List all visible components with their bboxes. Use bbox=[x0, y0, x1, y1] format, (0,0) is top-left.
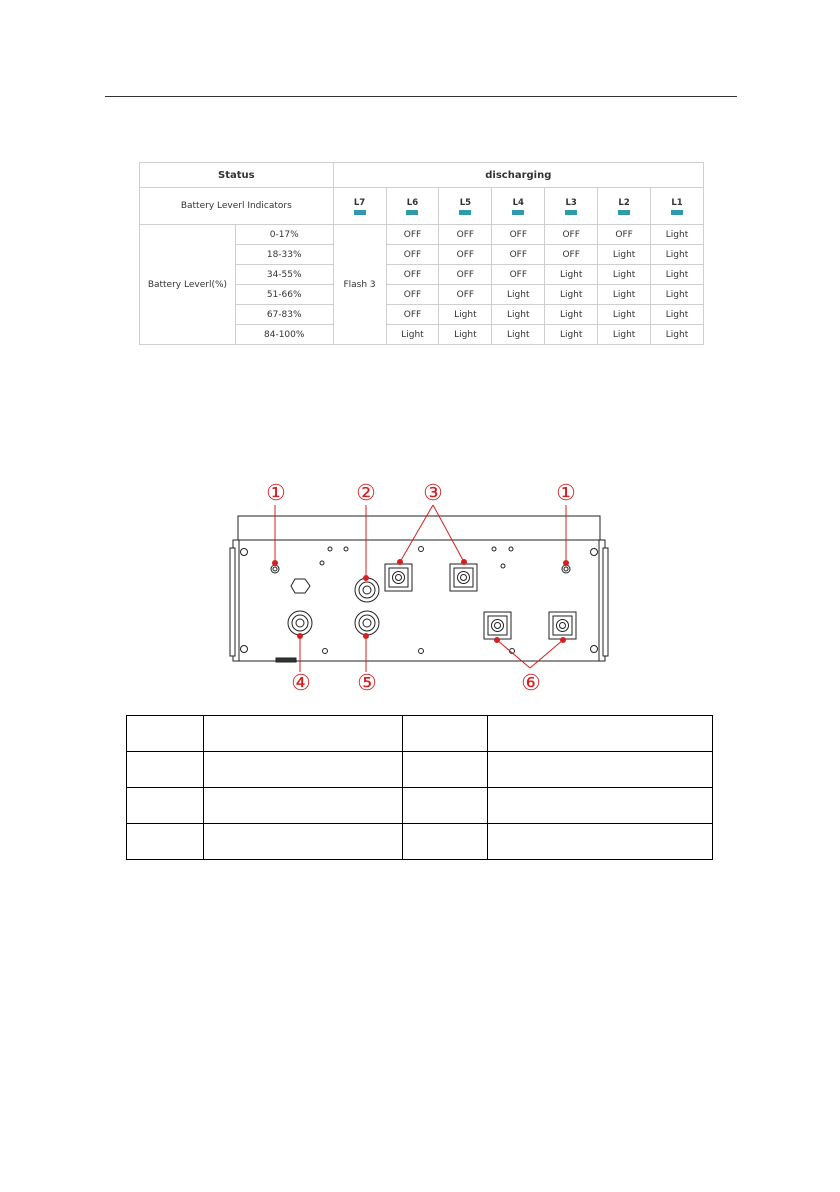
led-state-cell: OFF bbox=[598, 225, 651, 245]
led-state-cell: OFF bbox=[492, 225, 545, 245]
led-state-cell: OFF bbox=[386, 305, 439, 325]
led-state-cell: Light bbox=[651, 225, 704, 245]
led-state-cell: Light bbox=[545, 305, 598, 325]
led-state-cell: Light bbox=[492, 285, 545, 305]
led-state-cell: Light bbox=[598, 305, 651, 325]
led-state-cell: Light bbox=[598, 285, 651, 305]
led-state-cell: OFF bbox=[545, 245, 598, 265]
led-state-cell: OFF bbox=[386, 285, 439, 305]
table-cell bbox=[127, 752, 204, 788]
led-state-cell: OFF bbox=[386, 225, 439, 245]
led-state-cell: Light bbox=[545, 285, 598, 305]
led-state-cell: OFF bbox=[439, 265, 492, 285]
level-range: 0-17% bbox=[235, 225, 333, 245]
table-cell bbox=[402, 752, 488, 788]
led-state-cell: Light bbox=[386, 325, 439, 345]
table-cell bbox=[127, 824, 204, 860]
led-label: L7 bbox=[353, 197, 366, 208]
led-label: L5 bbox=[459, 197, 472, 208]
led-state-cell: OFF bbox=[386, 245, 439, 265]
led-state-cell: OFF bbox=[545, 225, 598, 245]
table-row bbox=[127, 752, 713, 788]
led-label: L4 bbox=[512, 197, 524, 208]
table-cell bbox=[203, 824, 402, 860]
callout-2: ② bbox=[356, 481, 376, 506]
led-state-cell: Light bbox=[598, 245, 651, 265]
level-range: 51-66% bbox=[235, 285, 333, 305]
level-range: 67-83% bbox=[235, 305, 333, 325]
led-state-cell: Light bbox=[598, 265, 651, 285]
level-range: 18-33% bbox=[235, 245, 333, 265]
led-state-cell: Light bbox=[651, 305, 704, 325]
status-header: Status bbox=[140, 163, 334, 188]
callout-4: ④ bbox=[291, 671, 311, 696]
table-cell bbox=[203, 716, 402, 752]
led-state-cell: Light bbox=[651, 245, 704, 265]
table-cell bbox=[203, 788, 402, 824]
level-range: 84-100% bbox=[235, 325, 333, 345]
table-cell bbox=[488, 752, 713, 788]
led-state-cell: OFF bbox=[492, 265, 545, 285]
led-state-cell: Light bbox=[545, 325, 598, 345]
led-state-cell: Light bbox=[492, 325, 545, 345]
led-state-cell: OFF bbox=[439, 245, 492, 265]
table-cell bbox=[402, 716, 488, 752]
led-state-cell: OFF bbox=[439, 285, 492, 305]
callout-5: ⑤ bbox=[357, 671, 377, 696]
indicators-label: Battery Leverl Indicators bbox=[140, 188, 334, 225]
led-state-cell: OFF bbox=[492, 245, 545, 265]
led-label: L6 bbox=[406, 197, 419, 208]
led-state-cell: Light bbox=[439, 305, 492, 325]
level-range: 34-55% bbox=[235, 265, 333, 285]
table-row bbox=[127, 788, 713, 824]
led-state-cell: Light bbox=[439, 325, 492, 345]
led-state-cell: Light bbox=[651, 265, 704, 285]
callout-3: ③ bbox=[423, 481, 443, 506]
table-cell bbox=[488, 716, 713, 752]
led-state-cell: Light bbox=[651, 285, 704, 305]
led-state-cell: OFF bbox=[439, 225, 492, 245]
led-state-cell: Light bbox=[598, 325, 651, 345]
table-cell bbox=[203, 752, 402, 788]
table-cell bbox=[127, 716, 204, 752]
callout-6: ⑥ bbox=[521, 671, 541, 696]
l7-state: Flash 3 bbox=[333, 225, 386, 345]
led-state-cell: Light bbox=[651, 325, 704, 345]
battery-rear-panel bbox=[230, 516, 608, 662]
led-label: L1 bbox=[671, 197, 683, 208]
parts-legend-table bbox=[126, 715, 713, 860]
led-state-cell: OFF bbox=[386, 265, 439, 285]
battery-level-label: Battery Leverl(%) bbox=[140, 225, 236, 345]
table-cell bbox=[127, 788, 204, 824]
callout-1-left: ① bbox=[266, 481, 286, 506]
table-row bbox=[127, 824, 713, 860]
callout-1-right: ① bbox=[556, 481, 576, 506]
led-state-cell: Light bbox=[492, 305, 545, 325]
led-state-cell: Light bbox=[545, 265, 598, 285]
led-label: L2 bbox=[618, 197, 630, 208]
discharging-header: discharging bbox=[333, 163, 703, 188]
table-cell bbox=[488, 824, 713, 860]
table-cell bbox=[402, 824, 488, 860]
table-cell bbox=[402, 788, 488, 824]
led-label: L3 bbox=[565, 197, 577, 208]
table-cell bbox=[488, 788, 713, 824]
table-row bbox=[127, 716, 713, 752]
